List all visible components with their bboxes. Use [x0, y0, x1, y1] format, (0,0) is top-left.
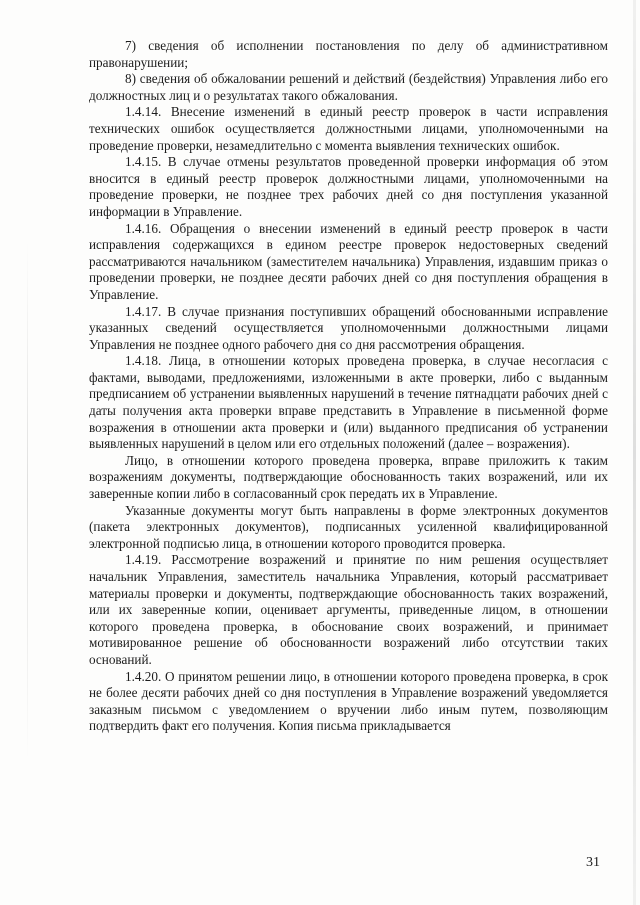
paragraph-1-4-17: 1.4.17. В случае признания поступивших обращений обоснованными исправление указанных сведений осуществляется уполномоченными должностными лицами Управления не позднее одного рабочего дня со дня рассмотрения обращения. [89, 303, 608, 352]
paragraph-item-7: 7) сведения об исполнении постановления по делу об административном правонарушении; [89, 38, 608, 70]
paragraph-1-4-14: 1.4.14. Внесение изменений в единый реестр проверок в части исправления технических ошибок осуществляется должностными лицами, уполномоченными на проведение проверки, незамедлительно с момента выявления технических ошибок. [89, 104, 608, 153]
paragraph-1-4-16: 1.4.16. Обращения о внесении изменений в единый реестр проверок в части исправления содержащихся в едином реестре проверок недостоверных сведений рассматриваются начальником (заместителем начальника) Управления, издавшим приказ о проведении проверки, не позднее десяти рабочих дней со дня поступления обращения в Управление. [89, 220, 608, 302]
paragraph-1-4-20: 1.4.20. О принятом решении лицо, в отношении которого проведена проверка, в срок не более десяти рабочих дней со дня поступления в Управление возражений уведомляется заказным письмом с уведомлением о вручении либо иным путем, позволяющим подтвердить факт его получения. Копия письма прикладывается [89, 668, 608, 734]
scan-edge-left [27, 240, 28, 760]
paragraph-item-8: 8) сведения об обжаловании решений и действий (бездействия) Управления либо его должностных лиц и о результатах такого обжалования. [89, 71, 608, 103]
paragraph-objections-documents: Лицо, в отношении которого проведена проверка, вправе приложить к таким возражениям документы, подтверждающие обоснованность таких возражений, или их заверенные копии либо в согласованный срок передать их в Управление. [89, 452, 608, 502]
paragraph-1-4-15: 1.4.15. В случае отмены результатов проведенной проверки информация об этом вносится в единый реестр проверок должностными лицами, уполномоченными на проведение проверки, не позднее трех рабочих дней со дня поступления указанной информации в Управление. [89, 154, 608, 219]
scan-edge-right [633, 0, 636, 905]
paragraph-1-4-18: 1.4.18. Лица, в отношении которых проведена проверка, в случае несогласия с фактами, выводами, предложениями, изложенными в акте проверки, либо с выданным предписанием об устранении выявленных нарушений в течение пятнадцати рабочих дней с даты получения акта проверки вправе представить в Управление в письменной форме возражения в отношении акта проверки и (или) выданного предписания об устранении выявленных нарушений в целом или его отдельных положений (далее – возражения). [89, 353, 608, 452]
page-number: 31 [586, 855, 600, 870]
paragraph-1-4-19: 1.4.19. Рассмотрение возражений и принятие по ним решения осуществляет начальник Управления, заместитель начальника Управления, который рассматривает материалы проверки и документы, подтверждающие обоснованность таких возражений, или их заверенные копии, оценивает аргументы, приведенные лицом, в отношении которого проведена проверка, в обоснование своих возражений, и принимает мотивированное решение об обоснованности возражений либо отсутствии таких оснований. [89, 552, 608, 667]
paragraph-electronic-documents: Указанные документы могут быть направлены в форме электронных документов (пакета электронных документов), подписанных усиленной квалифицированной электронной подписью лица, в отношении которого проводится проверка. [89, 502, 608, 551]
document-body [89, 38, 608, 735]
